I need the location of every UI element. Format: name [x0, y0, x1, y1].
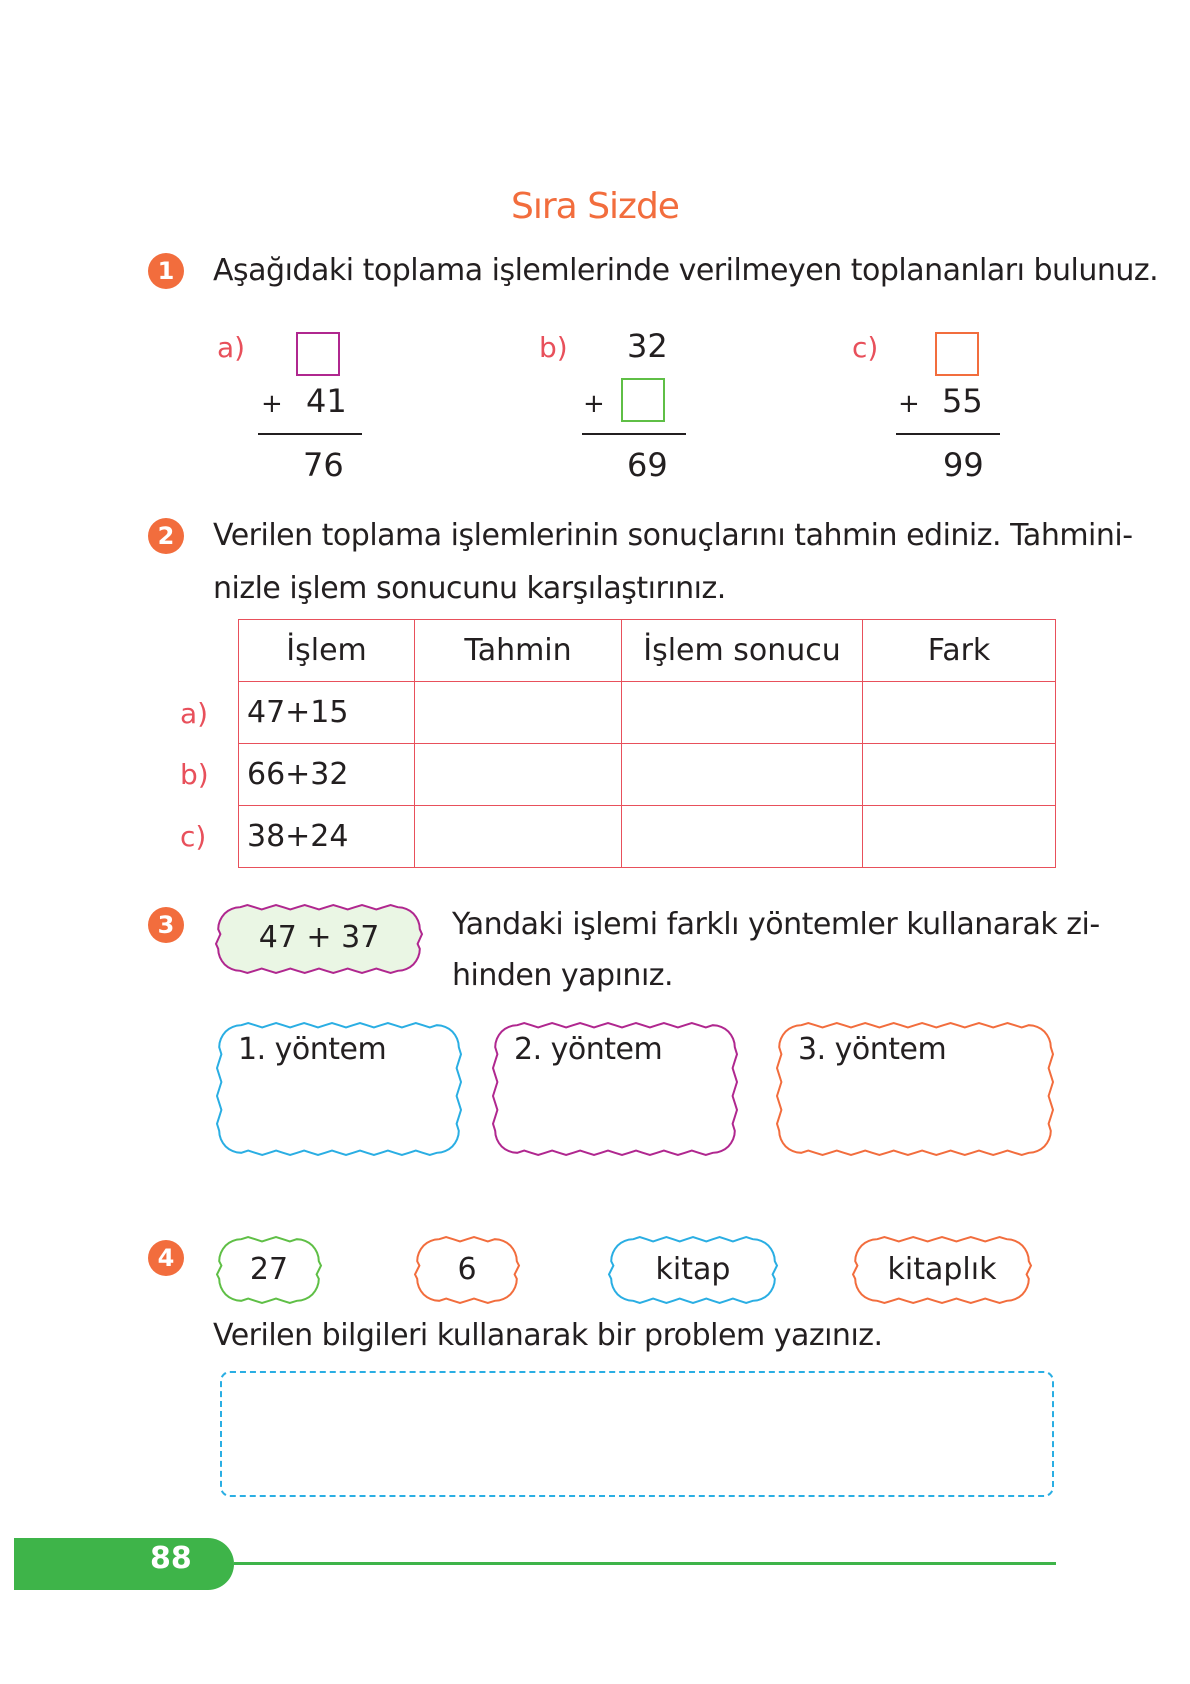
header-tahmin: Tahmin	[415, 620, 622, 682]
q1c-result: 99	[943, 446, 984, 484]
chip-kitaplik-text: kitaplık	[887, 1252, 997, 1287]
q1b-addend: 32	[627, 327, 668, 365]
page-title: Sıra Sizde	[511, 186, 679, 227]
header-fark: Fark	[863, 620, 1056, 682]
problem-answer-box[interactable]	[220, 1371, 1054, 1497]
q1b-result: 69	[627, 446, 668, 484]
q2-instruction-line1: Verilen toplama işlemlerinin sonuçlarını tahmin ediniz. Tahmini-	[213, 518, 1133, 553]
table-header-row	[239, 620, 1056, 682]
question-number-3: 3	[148, 907, 184, 943]
q1-label-c: c)	[852, 331, 879, 364]
operation-cell: 38+24	[239, 806, 415, 868]
sum-line	[896, 433, 1000, 435]
result-cell[interactable]	[622, 682, 863, 744]
q1-label-b: b)	[539, 331, 568, 364]
result-cell[interactable]	[622, 744, 863, 806]
method-1-label: 1. yöntem	[238, 1032, 387, 1067]
difference-cell[interactable]	[863, 744, 1056, 806]
page-number: 88	[150, 1541, 192, 1576]
plus-sign: +	[261, 389, 283, 419]
page-number-tab	[14, 1538, 234, 1590]
question-number-4: 4	[148, 1240, 184, 1276]
estimate-cell[interactable]	[415, 744, 622, 806]
q1-instruction: Aşağıdaki toplama işlemlerinde verilmeyen toplananları bulunuz.	[213, 253, 1159, 288]
q1b-missing-addend-box[interactable]	[621, 378, 665, 422]
row-label-c: c)	[180, 820, 207, 853]
q1-label-a: a)	[217, 331, 246, 364]
row-label-a: a)	[180, 697, 209, 730]
q1c-addend: 55	[942, 382, 983, 420]
q2-instruction-line2: nizle işlem sonucunu karşılaştırınız.	[213, 571, 726, 606]
question-number-2: 2	[148, 518, 184, 554]
q1a-addend: 41	[306, 382, 347, 420]
difference-cell[interactable]	[863, 806, 1056, 868]
result-cell[interactable]	[622, 806, 863, 868]
plus-sign: +	[898, 389, 920, 419]
q3-operation: 47 + 37	[258, 920, 380, 955]
header-islem-sonucu: İşlem sonucu	[622, 620, 863, 682]
estimate-cell[interactable]	[415, 682, 622, 744]
sum-line	[582, 433, 686, 435]
sum-line	[258, 433, 362, 435]
footer-rule	[234, 1562, 1056, 1565]
method-3-label: 3. yöntem	[798, 1032, 947, 1067]
chip-kitap-text: kitap	[655, 1252, 731, 1287]
estimate-cell[interactable]	[415, 806, 622, 868]
q4-instruction: Verilen bilgileri kullanarak bir problem yazınız.	[213, 1318, 883, 1353]
chip-6-text: 6	[457, 1252, 477, 1287]
table-row	[239, 744, 1056, 806]
difference-cell[interactable]	[863, 682, 1056, 744]
row-label-b: b)	[180, 758, 209, 791]
question-number-1: 1	[148, 253, 184, 289]
q1a-result: 76	[303, 446, 344, 484]
operation-cell: 66+32	[239, 744, 415, 806]
method-2-label: 2. yöntem	[514, 1032, 663, 1067]
table-row	[239, 682, 1056, 744]
header-islem: İşlem	[239, 620, 415, 682]
operation-cell: 47+15	[239, 682, 415, 744]
chip-27-text: 27	[249, 1252, 289, 1287]
plus-sign: +	[583, 389, 605, 419]
q1a-missing-addend-box[interactable]	[296, 332, 340, 376]
table-row	[239, 806, 1056, 868]
q3-instruction-line2: hinden yapınız.	[452, 958, 674, 993]
q3-instruction-line1: Yandaki işlemi farklı yöntemler kullanarak zi-	[452, 907, 1100, 942]
q1c-missing-addend-box[interactable]	[935, 332, 979, 376]
estimation-table	[238, 619, 1056, 868]
